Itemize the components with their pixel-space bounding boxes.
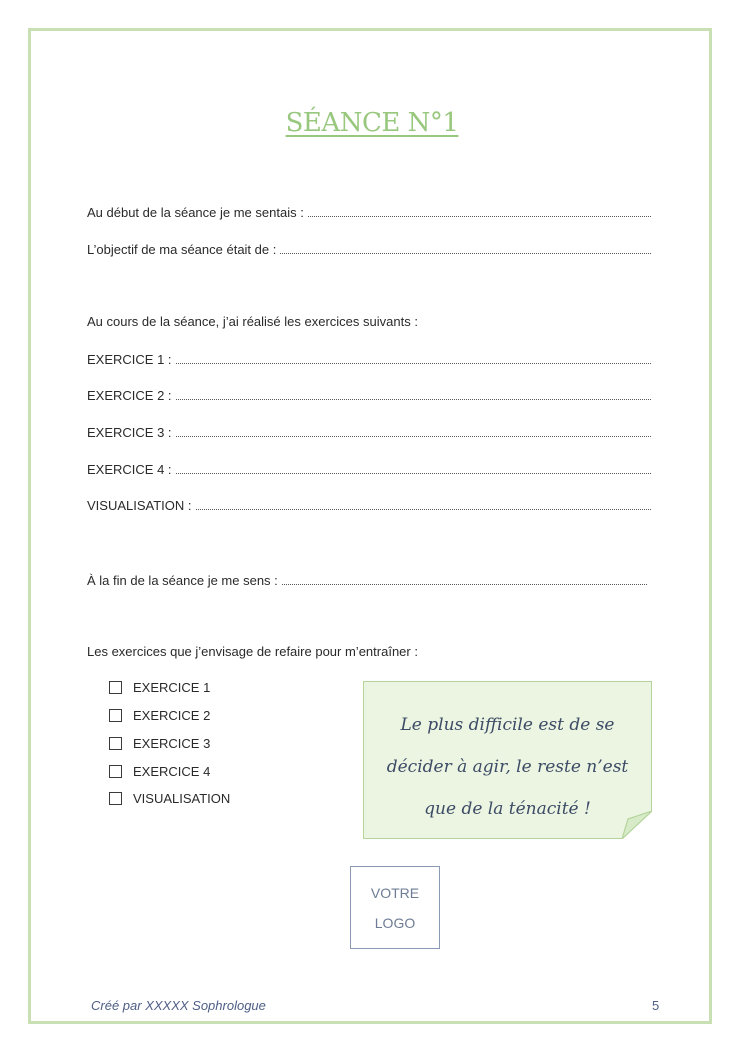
checklist-label: VISUALISATION <box>133 791 231 806</box>
exercise-line <box>87 350 651 368</box>
exercise-label: EXERCICE 2 : <box>87 388 172 403</box>
checkbox[interactable] <box>109 737 122 750</box>
exercise-4-field[interactable] <box>176 473 651 474</box>
exercise-3-field[interactable] <box>176 436 651 437</box>
objective-field[interactable] <box>280 253 651 254</box>
exercise-line <box>87 460 651 478</box>
quote-line: que de la ténacité ! <box>424 799 591 819</box>
exercise-label: EXERCICE 4 : <box>87 462 172 477</box>
exercise-label: VISUALISATION : <box>87 498 192 513</box>
checklist-label: EXERCICE 1 <box>133 680 211 695</box>
logo-placeholder <box>350 866 440 949</box>
page-curl-icon <box>622 811 652 839</box>
exercise-2-field[interactable] <box>176 399 651 400</box>
exercises-intro: Au cours de la séance, j’ai réalisé les exercices suivants : <box>87 314 418 329</box>
page-number: 5 <box>652 998 660 1013</box>
checklist-label: EXERCICE 3 <box>133 736 211 751</box>
feeling-end-line <box>87 571 647 589</box>
objective-line <box>87 240 651 258</box>
exercise-label: EXERCICE 1 : <box>87 352 172 367</box>
checkbox[interactable] <box>109 681 122 694</box>
checkbox[interactable] <box>109 765 122 778</box>
exercise-line <box>87 423 651 441</box>
quote-line: décider à agir, le reste n’est <box>386 757 629 777</box>
exercise-label: EXERCICE 3 : <box>87 425 172 440</box>
footer-credit: Créé par XXXXX Sophrologue <box>91 998 266 1013</box>
page-title: SÉANCE N°1 <box>285 108 459 138</box>
feeling-start-line <box>87 203 651 221</box>
objective-label: L’objectif de ma séance était de : <box>87 242 277 257</box>
quote-text <box>364 704 651 830</box>
visualisation-field[interactable] <box>196 509 651 510</box>
checkbox[interactable] <box>109 709 122 722</box>
quote-line: Le plus difficile est de se <box>400 715 615 735</box>
exercise-line <box>87 496 651 514</box>
checklist-item[interactable] <box>109 680 210 695</box>
feeling-start-label: Au début de la séance je me sentais : <box>87 205 304 220</box>
logo-text: VOTRE <box>370 884 420 901</box>
checklist-item[interactable] <box>109 736 210 751</box>
feeling-end-label: À la fin de la séance je me sens : <box>87 573 278 588</box>
exercise-1-field[interactable] <box>176 363 651 364</box>
checkbox[interactable] <box>109 792 122 805</box>
feeling-end-field[interactable] <box>282 584 647 585</box>
checklist-intro: Les exercices que j’envisage de refaire pour m’entraîner : <box>87 644 418 659</box>
checklist-label: EXERCICE 4 <box>133 764 211 779</box>
checklist-label: EXERCICE 2 <box>133 708 211 723</box>
checklist-item[interactable] <box>109 764 210 779</box>
checklist-item[interactable] <box>109 791 230 806</box>
feeling-start-field[interactable] <box>308 216 651 217</box>
checklist-item[interactable] <box>109 708 210 723</box>
logo-text: LOGO <box>374 914 416 931</box>
quote-note <box>363 681 652 839</box>
exercise-line <box>87 386 651 404</box>
